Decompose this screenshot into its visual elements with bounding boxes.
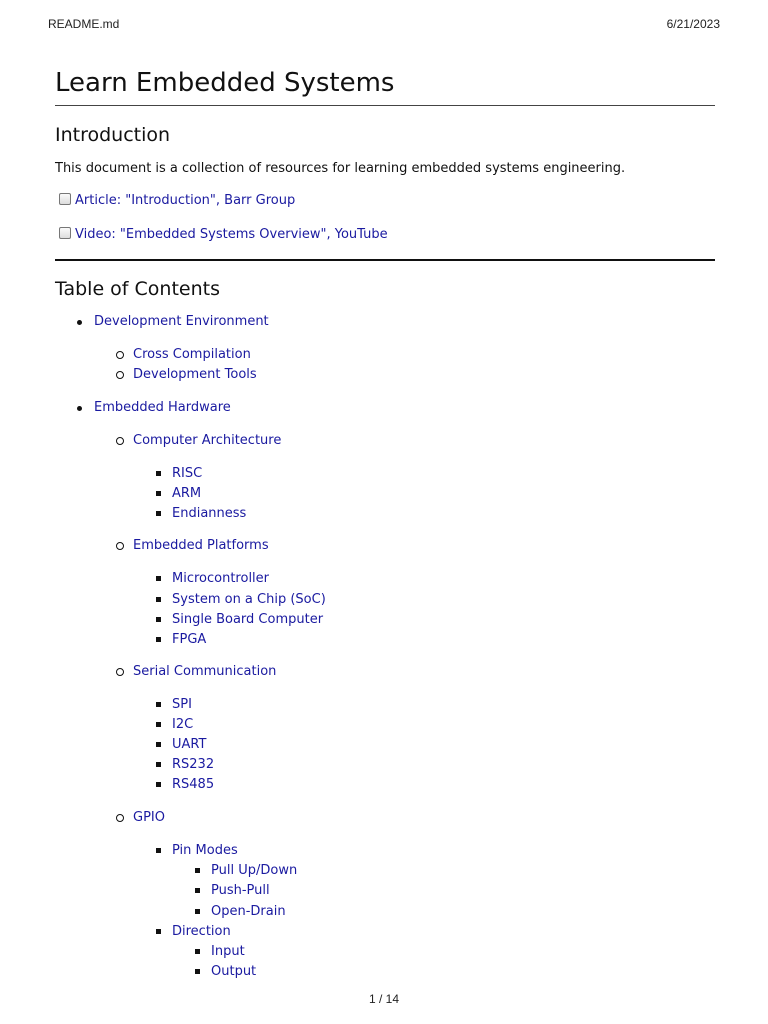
toc-link[interactable]: System on a Chip (SoC) — [172, 592, 326, 607]
header-date: 6/21/2023 — [666, 17, 720, 31]
bullet-square-icon — [156, 742, 161, 747]
bullet-square-icon — [156, 782, 161, 787]
bullet-square-icon — [195, 909, 200, 914]
toc-link[interactable]: Output — [211, 964, 257, 979]
bullet-square-icon — [156, 762, 161, 767]
toc-item[interactable] — [211, 863, 297, 878]
toc-item[interactable] — [133, 810, 165, 825]
toc-item[interactable] — [172, 592, 326, 607]
bullet-square-icon — [195, 969, 200, 974]
toc-link[interactable]: Embedded Hardware — [94, 400, 231, 415]
bullet-square-icon — [156, 637, 161, 642]
toc-link[interactable]: Development Tools — [133, 367, 257, 382]
bullet-square-icon — [156, 617, 161, 622]
bullet-square-icon — [156, 722, 161, 727]
toc-item[interactable] — [172, 737, 206, 752]
bullet-square-icon — [156, 848, 161, 853]
toc-item[interactable] — [172, 466, 202, 481]
toc-item[interactable] — [94, 314, 269, 329]
bullet-square-icon — [156, 576, 161, 581]
toc-link[interactable]: FPGA — [172, 632, 207, 647]
toc-link[interactable]: Endianness — [172, 506, 247, 521]
toc-link[interactable]: Computer Architecture — [133, 433, 282, 448]
bullet-circle-icon — [116, 542, 124, 550]
toc-link[interactable]: GPIO — [133, 810, 165, 825]
toc-link[interactable]: Single Board Computer — [172, 612, 324, 627]
toc-item[interactable] — [94, 400, 231, 415]
bullet-square-icon — [156, 511, 161, 516]
checkbox-icon[interactable] — [59, 227, 71, 239]
toc-item[interactable] — [172, 571, 269, 586]
resource-article[interactable] — [59, 193, 295, 208]
bullet-disc-icon — [77, 320, 82, 325]
toc-item[interactable] — [172, 777, 214, 792]
intro-heading: Introduction — [55, 124, 171, 146]
bullet-circle-icon — [116, 814, 124, 822]
header-filename: README.md — [48, 17, 120, 31]
toc-item[interactable] — [133, 664, 276, 679]
toc-link[interactable]: Embedded Platforms — [133, 538, 269, 553]
toc-link[interactable]: Direction — [172, 924, 231, 939]
toc-link[interactable]: Input — [211, 944, 245, 959]
toc-link[interactable]: Microcontroller — [172, 571, 270, 586]
toc-item[interactable] — [172, 697, 192, 712]
bullet-square-icon — [156, 597, 161, 602]
toc-link[interactable]: Pin Modes — [172, 843, 238, 858]
toc-link[interactable]: UART — [172, 737, 207, 752]
checkbox-icon[interactable] — [59, 193, 71, 205]
toc-item[interactable] — [172, 757, 214, 772]
toc-item[interactable] — [172, 632, 206, 647]
section-divider — [55, 259, 715, 261]
toc-item[interactable] — [172, 843, 238, 858]
toc-link[interactable]: Open-Drain — [211, 904, 286, 919]
bullet-disc-icon — [77, 406, 82, 411]
toc-heading: Table of Contents — [55, 278, 220, 300]
toc-link[interactable]: RISC — [172, 466, 203, 481]
bullet-circle-icon — [116, 371, 124, 379]
title-divider — [55, 105, 715, 106]
bullet-circle-icon — [116, 668, 124, 676]
page-title: Learn Embedded Systems — [55, 68, 395, 98]
toc-item[interactable] — [172, 506, 246, 521]
toc-link[interactable]: I2C — [172, 717, 194, 732]
resource-link[interactable]: Article: "Introduction", Barr Group — [75, 193, 296, 208]
toc-link[interactable]: Development Environment — [94, 314, 269, 329]
bullet-square-icon — [195, 888, 200, 893]
toc-item[interactable] — [133, 367, 257, 382]
page-number: 1 / 14 — [368, 992, 400, 1006]
toc-item[interactable] — [133, 433, 281, 448]
toc-item[interactable] — [172, 717, 193, 732]
bullet-square-icon — [156, 491, 161, 496]
toc-link[interactable]: ARM — [172, 486, 202, 501]
toc-link[interactable]: SPI — [172, 697, 192, 712]
bullet-circle-icon — [116, 351, 124, 359]
bullet-square-icon — [195, 949, 200, 954]
bullet-circle-icon — [116, 437, 124, 445]
toc-item[interactable] — [211, 904, 286, 919]
resource-link[interactable]: Video: "Embedded Systems Overview", YouTube — [75, 227, 388, 242]
toc-item[interactable] — [133, 347, 251, 362]
toc-item[interactable] — [211, 944, 245, 959]
bullet-square-icon — [156, 929, 161, 934]
toc-link[interactable]: RS485 — [172, 777, 215, 792]
toc-link[interactable]: Push-Pull — [211, 883, 270, 898]
toc-item[interactable] — [172, 486, 201, 501]
toc-item[interactable] — [172, 612, 323, 627]
bullet-square-icon — [156, 702, 161, 707]
intro-paragraph: This document is a collection of resources for learning embedded systems engineering. — [55, 161, 626, 176]
toc-item[interactable] — [211, 964, 256, 979]
toc-item[interactable] — [172, 924, 231, 939]
toc-link[interactable]: RS232 — [172, 757, 215, 772]
toc-link[interactable]: Serial Communication — [133, 664, 277, 679]
toc-item[interactable] — [211, 883, 270, 898]
toc-link[interactable]: Cross Compilation — [133, 347, 251, 362]
resource-video[interactable] — [59, 227, 388, 242]
bullet-square-icon — [195, 868, 200, 873]
bullet-square-icon — [156, 471, 161, 476]
toc-item[interactable] — [133, 538, 269, 553]
toc-link[interactable]: Pull Up/Down — [211, 863, 298, 878]
